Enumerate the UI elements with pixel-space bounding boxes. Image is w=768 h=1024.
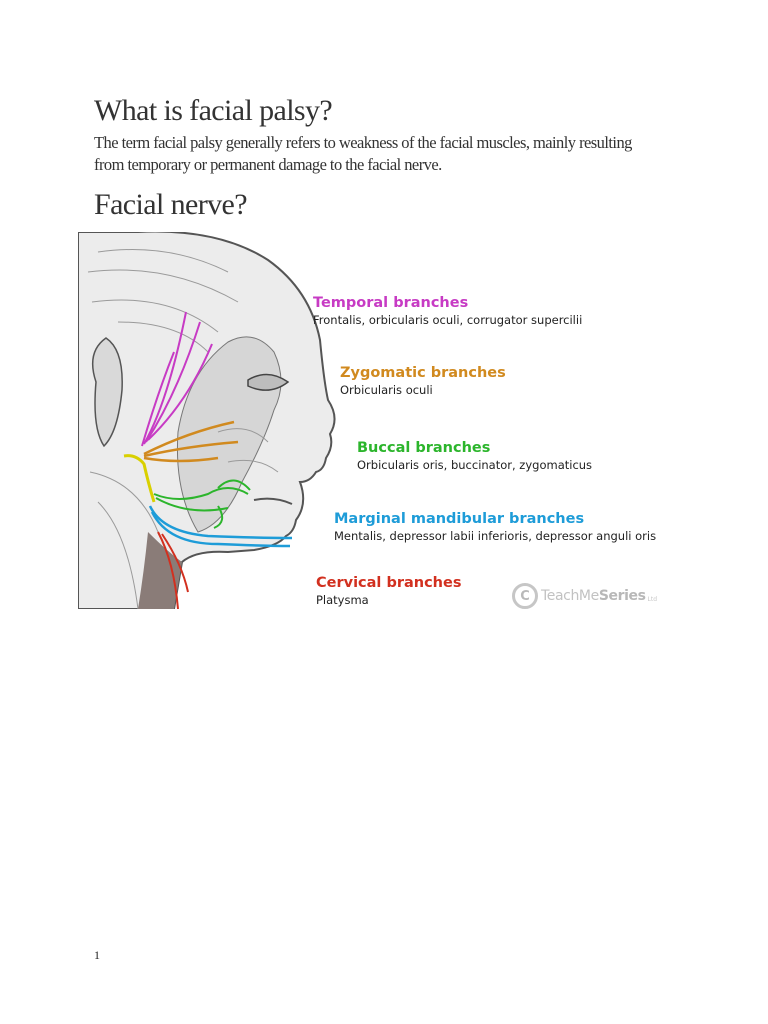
cervical-branches-desc: Platysma: [316, 593, 369, 607]
section-heading: Facial nerve?: [94, 188, 247, 221]
logo-text-bold: Series: [598, 588, 646, 604]
intro-paragraph-line-2: from temporary or permanent damage to the facial nerve.: [94, 155, 442, 174]
temporal-branches-label: [313, 294, 582, 328]
page-number: 1: [94, 948, 100, 962]
copyright-icon: C: [512, 583, 538, 609]
zygomatic-branches-desc: Orbicularis oculi: [340, 383, 433, 397]
marginal-mandibular-branches-name: Marginal mandibular branches: [334, 511, 585, 527]
marginal-mandibular-branches-desc: Mentalis, depressor labii inferioris, depressor anguli oris: [334, 529, 657, 543]
intro-paragraph: [94, 132, 694, 176]
head-anatomy-illustration: [78, 232, 682, 609]
buccal-branches-desc: Orbicularis oris, buccinator, zygomaticus: [357, 458, 593, 472]
cervical-branches-name: Cervical branches: [316, 575, 462, 591]
page-title: What is facial palsy?: [94, 94, 333, 127]
logo-text: [541, 588, 646, 604]
zygomatic-branches-label: [340, 364, 506, 398]
teachmeseries-logo: [512, 580, 657, 609]
temporal-branches-desc: Frontalis, orbicularis oculi, corrugator supercilii: [313, 313, 583, 327]
logo-suffix: Ltd: [647, 596, 658, 603]
logo-text-regular: TeachMe: [541, 588, 599, 604]
cervical-branches-label: [316, 574, 461, 608]
temporal-branches-name: Temporal branches: [313, 295, 469, 311]
buccal-branches-name: Buccal branches: [357, 440, 491, 456]
facial-nerve-figure: [78, 232, 682, 609]
zygomatic-branches-name: Zygomatic branches: [340, 365, 506, 381]
buccal-branches-label: [357, 439, 592, 473]
marginal-mandibular-branches-label: [334, 510, 656, 544]
intro-paragraph-line-1: The term facial palsy generally refers to weakness of the facial muscles, mainly resulting: [94, 133, 632, 152]
